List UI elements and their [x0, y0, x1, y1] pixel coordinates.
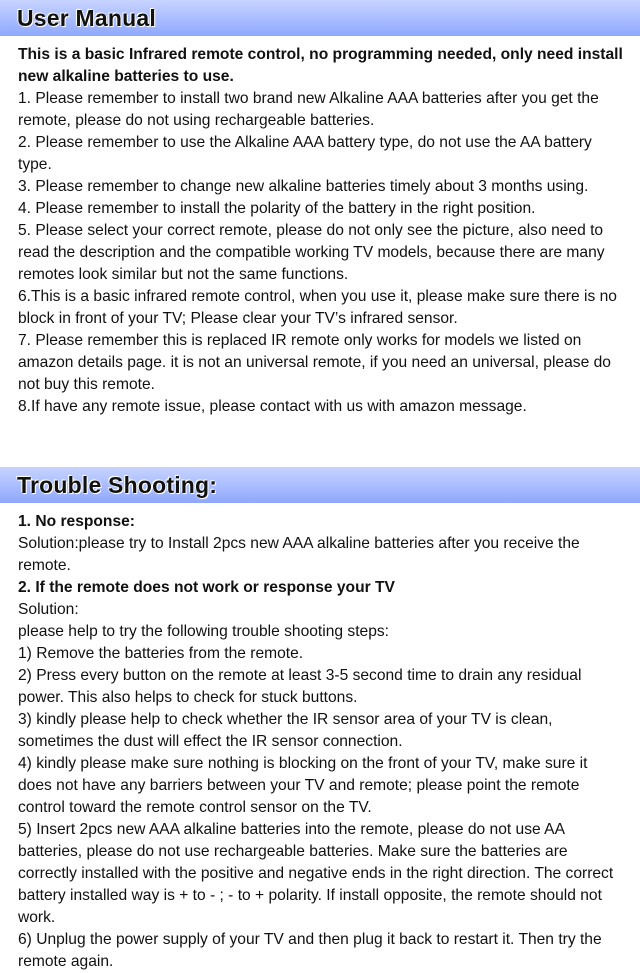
manual-item-5: 5. Please select your correct remote, please do not only see the picture, also need to read the description and the compatible working TV models, because there are many remotes look similar but not the same functions.: [18, 222, 605, 283]
trouble-step-5: 5) Insert 2pcs new AAA alkaline batteries into the remote, please do not use AA batteries, please do not use rechargeable batteries. Make sure the batteries are correctly installed with the positive and negative ends in the right direction. The correct battery installed way is + to - ; - to + polarity. If install opposite, the remote should not work.: [18, 821, 614, 926]
trouble-step-4: 4) kindly please make sure nothing is blocking on the front of your TV, make sure it does not have any barriers between your TV and remote; please point the remote control toward the remote control sensor on the TV.: [18, 755, 588, 816]
trouble-q2-intro: please help to try the following trouble shooting steps:: [18, 623, 390, 640]
manual-item-7: 7. Please remember this is replaced IR remote only works for models we listed on amazon details page. it is not an universal remote, if you need an universal, please do not buy this remote.: [18, 332, 611, 393]
trouble-shooting-body: [0, 503, 640, 973]
manual-item-1: 1. Please remember to install two brand new Alkaline AAA batteries after you get the remote, please do not using rechargeable batteries.: [18, 90, 599, 129]
manual-item-2: 2. Please remember to use the Alkaline AAA battery type, do not use the AA battery type.: [18, 134, 592, 173]
trouble-q1-solution: Solution:please try to Install 2pcs new AAA alkaline batteries after you receive the remote.: [18, 535, 580, 574]
trouble-step-3: 3) kindly please help to check whether the IR sensor area of your TV is clean, sometimes the dust will effect the IR sensor connection.: [18, 711, 553, 750]
user-manual-body: [0, 36, 640, 467]
trouble-q2-solution-label: Solution:: [18, 601, 79, 618]
trouble-shooting-header: [0, 467, 640, 503]
user-manual-intro: This is a basic Infrared remote control, no programming needed, only need install new alkaline batteries to use.: [18, 46, 623, 85]
trouble-step-1: 1) Remove the batteries from the remote.: [18, 645, 304, 662]
manual-item-8: 8.If have any remote issue, please contact with us with amazon message.: [18, 398, 527, 415]
trouble-step-2: 2) Press every button on the remote at least 3-5 second time to drain any residual power. This also helps to check for stuck buttons.: [18, 667, 582, 706]
manual-item-4: 4. Please remember to install the polarity of the battery in the right position.: [18, 200, 536, 217]
trouble-q2-heading: 2. If the remote does not work or response your TV: [18, 579, 395, 596]
trouble-shooting-title: Trouble Shooting:: [17, 471, 218, 498]
trouble-step-6: 6) Unplug the power supply of your TV and then plug it back to restart it. Then try the remote again.: [18, 931, 602, 970]
trouble-q1-heading: 1. No response:: [18, 513, 135, 530]
user-manual-header: [0, 0, 640, 36]
manual-item-3: 3. Please remember to change new alkaline batteries timely about 3 months using.: [18, 178, 589, 195]
manual-item-6: 6.This is a basic infrared remote control, when you use it, please make sure there is no block in front of your TV; Please clear your TV’s infrared sensor.: [18, 288, 617, 327]
user-manual-title: User Manual: [17, 4, 156, 31]
